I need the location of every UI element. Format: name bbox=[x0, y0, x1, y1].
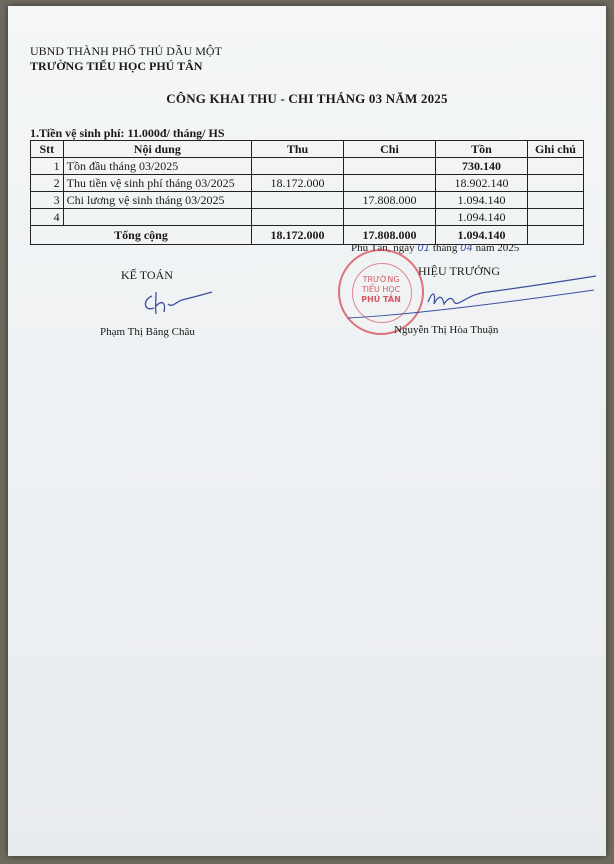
cell-stt: 1 bbox=[31, 158, 64, 175]
cell-note bbox=[527, 209, 583, 226]
cell-stt: 3 bbox=[31, 192, 64, 209]
school-name: TRƯỜNG TIỂU HỌC PHÚ TÂN bbox=[30, 59, 203, 73]
cell-chi bbox=[343, 158, 435, 175]
document-page bbox=[8, 6, 606, 856]
header-chi: Chi bbox=[343, 141, 435, 158]
stamp-text-line2: TIỂU HỌC bbox=[361, 285, 401, 294]
date-place: Phú Tân, ngày bbox=[351, 242, 415, 254]
date-month: 04 bbox=[460, 243, 473, 254]
accountant-name: Phạm Thị Băng Châu bbox=[100, 326, 195, 338]
date-year: năm 2025 bbox=[475, 242, 520, 254]
cell-ton: 730.140 bbox=[435, 158, 527, 175]
total-chi: 17.808.000 bbox=[343, 226, 435, 245]
organization-name: UBND THÀNH PHỐ THỦ DẦU MỘT bbox=[30, 44, 222, 58]
cell-stt: 2 bbox=[31, 175, 64, 192]
header-note: Ghi chú bbox=[527, 141, 583, 158]
principal-signature bbox=[348, 272, 598, 332]
header-stt: Stt bbox=[31, 141, 64, 158]
section-title: 1.Tiền vệ sinh phí: 11.000đ/ tháng/ HS bbox=[30, 126, 225, 140]
cell-chi bbox=[343, 175, 435, 192]
cell-ton: 18.902.140 bbox=[435, 175, 527, 192]
total-thu: 18.172.000 bbox=[252, 226, 344, 245]
cell-content bbox=[63, 209, 251, 226]
table-header-row bbox=[31, 141, 584, 158]
header-thu: Thu bbox=[252, 141, 344, 158]
header-ton: Tồn bbox=[435, 141, 527, 158]
cell-thu bbox=[252, 209, 344, 226]
table-row bbox=[31, 192, 584, 209]
date-month-label: tháng bbox=[432, 242, 458, 254]
cell-content: Tồn đầu tháng 03/2025 bbox=[63, 158, 251, 175]
principal-name: Nguyễn Thị Hòa Thuận bbox=[394, 324, 499, 336]
accountant-signature bbox=[138, 286, 218, 320]
cell-note bbox=[527, 158, 583, 175]
cell-note bbox=[527, 192, 583, 209]
table-row bbox=[31, 175, 584, 192]
cell-ton: 1.094.140 bbox=[435, 209, 527, 226]
principal-title: HIỆU TRƯỞNG bbox=[418, 264, 501, 278]
total-label: Tổng cộng bbox=[31, 226, 252, 245]
finance-table bbox=[30, 140, 584, 245]
document-title: CÔNG KHAI THU - CHI THÁNG 03 NĂM 2025 bbox=[166, 91, 448, 106]
table-row bbox=[31, 158, 584, 175]
stamp-text-line1: TRƯỜNG bbox=[362, 275, 400, 284]
cell-content: Thu tiền vệ sinh phí tháng 03/2025 bbox=[63, 175, 251, 192]
date-day: 01 bbox=[417, 243, 431, 254]
total-ton: 1.094.140 bbox=[435, 226, 527, 245]
cell-note bbox=[527, 175, 583, 192]
total-note bbox=[527, 226, 583, 245]
cell-chi bbox=[343, 209, 435, 226]
cell-thu: 18.172.000 bbox=[252, 175, 344, 192]
stamp-text-line3: PHÚ TÂN bbox=[361, 295, 401, 304]
header-content: Nội dung bbox=[63, 141, 251, 158]
cell-thu bbox=[252, 192, 344, 209]
cell-ton: 1.094.140 bbox=[435, 192, 527, 209]
cell-thu bbox=[252, 158, 344, 175]
cell-chi: 17.808.000 bbox=[343, 192, 435, 209]
cell-content: Chi lương vệ sinh tháng 03/2025 bbox=[63, 192, 251, 209]
accountant-title: KẾ TOÁN bbox=[121, 268, 173, 282]
table-row bbox=[31, 209, 584, 226]
cell-stt: 4 bbox=[31, 209, 64, 226]
